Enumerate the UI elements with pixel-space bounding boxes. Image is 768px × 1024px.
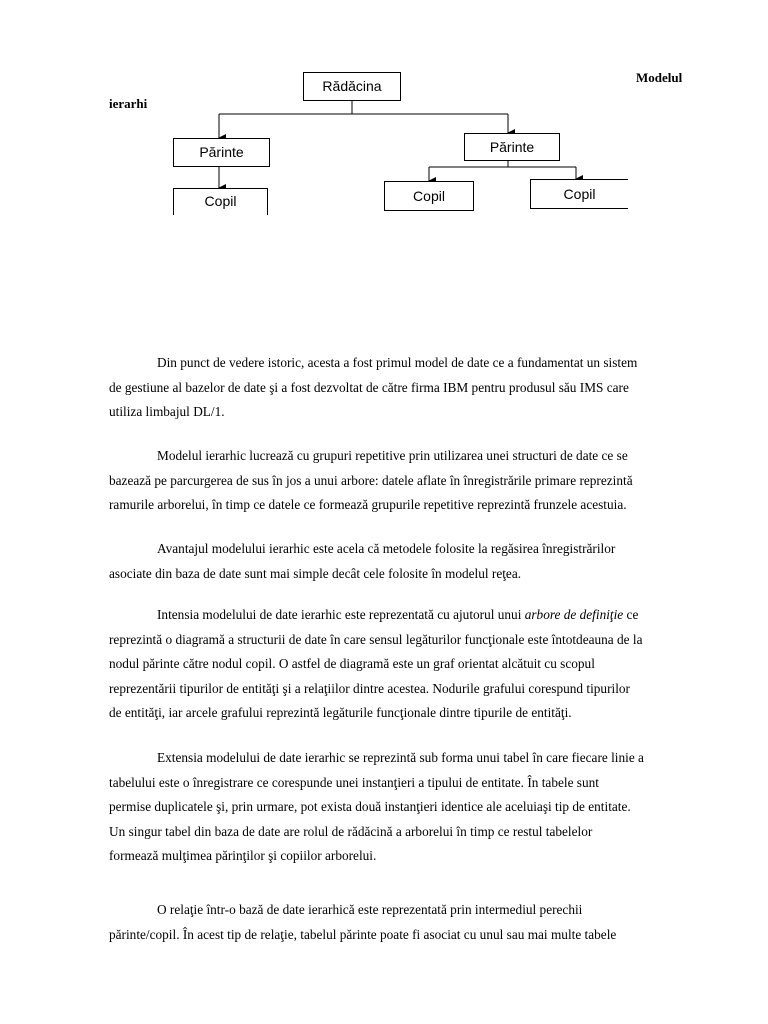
paragraph-line: părinte/copil. În acest tip de relaţie, tabelul părinte poate fi asociat cu unul sau mai multe tabele [109,926,617,942]
paragraph-line: Din punct de vedere istoric, acesta a fost primul model de date ce a fundamentat un sistem [157,355,638,370]
paragraph-line: Un singur tabel din baza de date are rolul de rădăcină a arborelui în timp ce restul tabelelor [109,823,593,839]
paragraph-line: tabelului este o înregistrare ce corespunde unei instanţieri a tipului de entitate. În tabele sunt [109,774,599,790]
parent-node-left: Părinte [173,138,270,167]
hierarchy-diagram [172,60,628,218]
paragraph-line: ramurile arborelui, în timp ce datele ce formează grupurile repetitive reprezintă frunzele acestuia. [109,497,627,513]
paragraph-line: utiliza limbajul DL/1. [109,404,225,420]
paragraph-line: formează mulţimea părinţilor şi copiilor arborelui. [109,848,377,864]
child-node-right: Copil [530,179,628,209]
paragraph-line: Modelul ierarhic lucrează cu grupuri repetitive prin utilizarea unei structuri de date ce se [157,448,628,463]
paragraph-line [109,603,734,628]
paragraph-2 [109,444,734,518]
paragraph-line: Extensia modelului de date ierarhic se reprezintă sub forma unui tabel în care fiecare linie a [157,750,644,765]
paragraph-line: O relaţie într-o bază de date ierarhică este reprezentată prin intermediul perechii [157,902,583,917]
paragraph-line: reprezintă o diagramă a structurii de date în care sensul legăturilor funcţionale este întotdeauna de la [109,631,643,647]
paragraph-line: bazează pe parcurgerea de sus în jos a unui arbore: datele aflate în înregistrările primare reprezintă [109,472,633,488]
text-run: Intensia modelului de date ierarhic este reprezentată cu ajutorul unui [157,607,525,622]
text-run: ce [623,607,639,622]
paragraph-3 [109,537,734,586]
parent-node-right: Părinte [464,133,560,161]
paragraph-line: de gestiune al bazelor de date şi a fost dezvoltat de către firma IBM pentru produsul său IMS care [109,379,629,395]
paragraph-4 [109,603,734,726]
child-node-left: Copil [173,188,268,215]
title-part-1: Modelul [636,70,683,85]
italic-term: arbore de definiţie [524,607,624,622]
paragraph-line: permise duplicatele şi, prin urmare, pot exista două instanţieri identice ale aceluiaşi tip de entitate. [109,799,631,815]
paragraph-line: reprezentării tipurilor de entităţi şi a relaţiilor dintre acestea. Nodurile grafului corespund tipurilor [109,680,630,696]
title-part-2: ierarhi [109,96,148,111]
root-node: Rădăcina [303,72,401,101]
paragraph-6 [109,898,734,947]
paragraph-line: asociate din baza de date sunt mai simple decât cele folosite în modelul reţea. [109,565,522,581]
paragraph-5 [109,746,734,869]
paragraph-line: nodul părinte către nodul copil. O astfel de diagramă este un graf orientat alcătuit cu scopul [109,656,595,672]
child-node-middle: Copil [384,181,474,211]
paragraph-1 [109,351,734,425]
paragraph-line: de entităţi, iar arcele grafului reprezintă legăturile funcţionale dintre tipurile de entităţi. [109,705,572,721]
paragraph-line: Avantajul modelului ierarhic este acela că metodele folosite la regăsirea înregistrărilor [157,541,616,556]
